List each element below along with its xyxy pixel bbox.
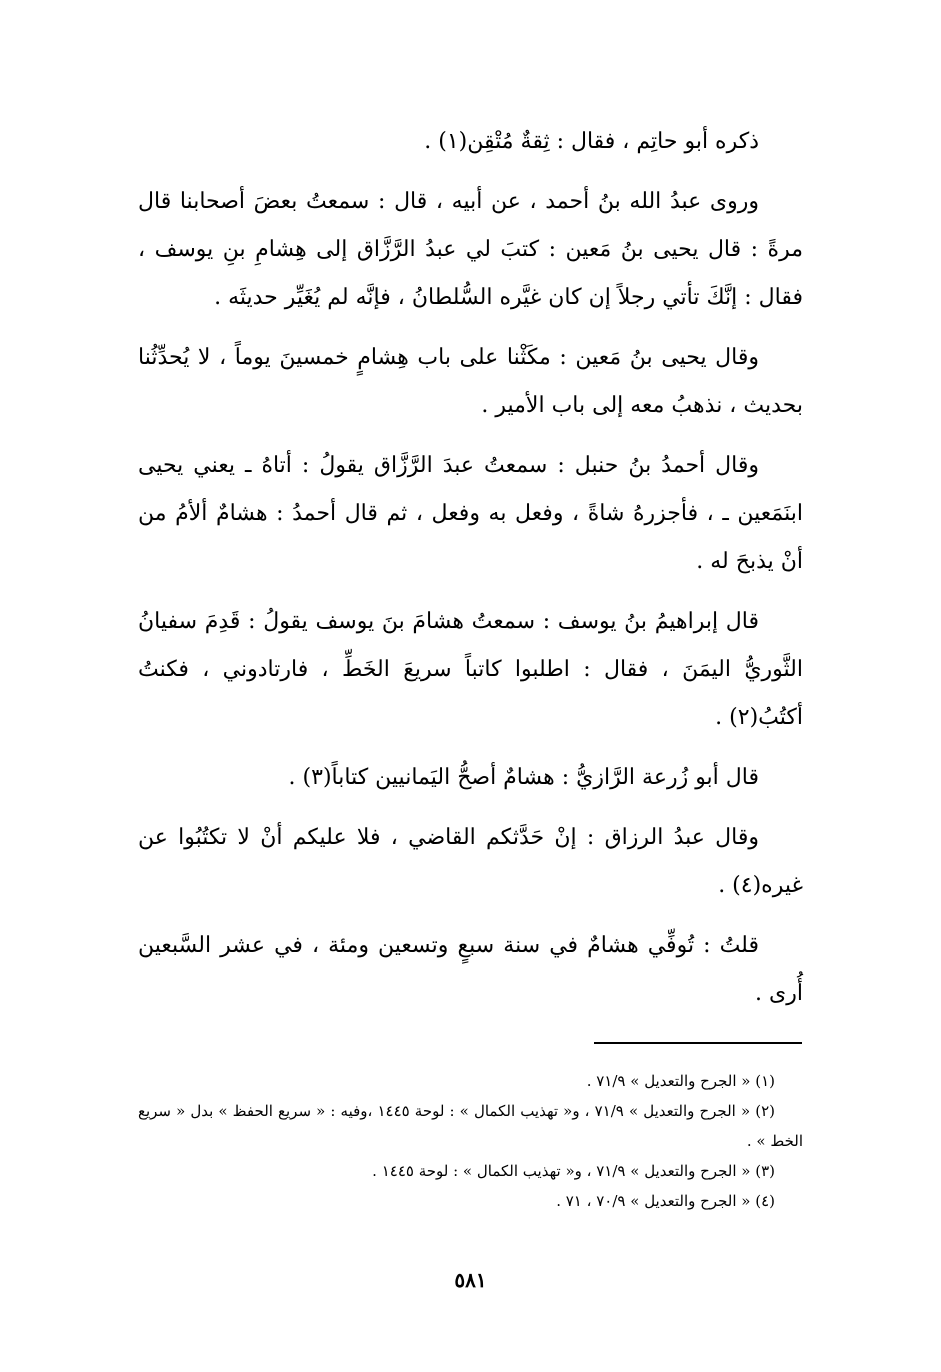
paragraph-4: وقال أحمدُ بنُ حنبل : سمعتُ عبدَ الرَّزَّاق يقولُ : أتاهُ ـ يعني يحيى ابنَمَعين ـ ، فأجزرهُ شاةً ، وفعل به وفعل ، ثم قال أحمدُ : هشامٌ ألأمُ من أنْ يذبحَ له . — [138, 453, 803, 574]
footnote-divider — [594, 1042, 802, 1044]
main-text — [138, 118, 803, 1030]
footnote-3: (٣) « الجرح والتعديل » ٧١/٩ ، و« تهذيب الكمال » : لوحة ١٤٤٥ . — [372, 1162, 775, 1180]
paragraph-5: قال إبراهيمُ بنُ يوسف : سمعتُ هشامَ بنَ يوسف يقولُ : قَدِمَ سفيانُ الثَّوريُّ اليمَنَ ، فقال : اطلبوا كاتباً سريعَ الخَطِّ ، فارتادوني ، فكنتُ أكتُبُ(٢) . — [138, 609, 803, 730]
paragraph-3: وقال يحيى بنُ مَعين : مكَثْنا على باب هِشامٍ خمسينَ يوماً ، لا يُحدِّثُنا بحديث ، نذهبُ معه إلى باب الأمير . — [138, 345, 803, 418]
paragraph-8: قلتُ : تُوفِّي هشامٌ في سنة سبعٍ وتسعين ومئة ، في عشر السَّبعين أُرى . — [138, 933, 803, 1006]
footnote-1: (١) « الجرح والتعديل » ٧١/٩ . — [586, 1072, 775, 1090]
page-number: ٥٨١ — [454, 1268, 487, 1292]
footnote-4: (٤) « الجرح والتعديل » ٧٠/٩ ، ٧١ . — [556, 1192, 775, 1210]
paragraph-7: وقال عبدُ الرزاق : إنْ حَدَّثكم القاضي ، فلا عليكم أنْ لا تكتُبُوا عن غيره(٤) . — [138, 825, 803, 898]
paragraph-2: وروى عبدُ الله بنُ أحمد ، عن أبيه ، قال : سمعتُ بعضَ أصحابنا قال مرةً : قال يحيى بنُ مَعين : كتبَ لي عبدُ الرَّزَّاق إلى هِشامِ بنِ يوسف ، فقال : إنَّكَ تأتي رجلاً إن كان غيَّره السُّلطانُ ، فإنَّه لم يُغَيِّر حديثَه . — [138, 189, 803, 310]
footnote-2: (٢) « الجرح والتعديل » ٧١/٩ ، و« تهذيب الكمال » : لوحة ١٤٤٥ ،وفيه : « سريع الحفظ » بدل « سريع الخط » . — [138, 1102, 803, 1150]
footnotes — [138, 1066, 803, 1216]
paragraph-6: قال أبو زُرعة الرَّازيُّ : هشامٌ أصحُّ اليَمانيين كتاباً(٣) . — [288, 765, 759, 790]
paragraph-1: ذكره أبو حاتِم ، فقال : ثِقةٌ مُتْقِن(١) . — [424, 129, 759, 154]
